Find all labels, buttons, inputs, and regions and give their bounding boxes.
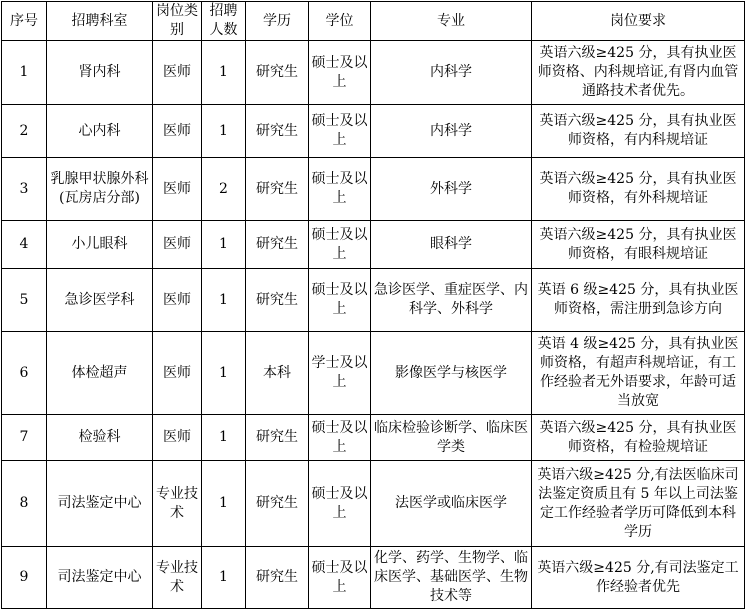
major-cell: 急诊医学、重症医学、内科学、外科学 (371, 269, 532, 332)
category-cell: 医师 (153, 221, 202, 269)
category-cell: 医师 (153, 41, 202, 105)
department-cell: 司法鉴定中心 (47, 461, 153, 547)
row-number: 3 (2, 158, 47, 221)
department-cell: 肾内科 (47, 41, 153, 105)
degree-cell: 硕士及以上 (309, 41, 371, 105)
education-cell: 研究生 (246, 105, 309, 158)
degree-cell: 硕士及以上 (309, 547, 371, 609)
row-number: 5 (2, 269, 47, 332)
table-row (2, 269, 745, 332)
degree-cell: 学士及以上 (309, 332, 371, 415)
count-cell: 2 (202, 158, 246, 221)
education-cell: 研究生 (246, 158, 309, 221)
table-row (2, 105, 745, 158)
degree-cell: 硕士及以上 (309, 221, 371, 269)
requirements-cell: 英语六级≥425 分，具有执业医师资格，有外科规培证 (532, 158, 745, 221)
header-degree: 学位 (309, 2, 371, 41)
category-cell: 医师 (153, 269, 202, 332)
table-row (2, 158, 745, 221)
degree-cell: 硕士及以上 (309, 158, 371, 221)
category-cell: 医师 (153, 105, 202, 158)
department-cell: 检验科 (47, 415, 153, 461)
header-no: 序号 (2, 2, 47, 41)
count-cell: 1 (202, 221, 246, 269)
count-cell: 1 (202, 547, 246, 609)
header-category: 岗位类别 (153, 2, 202, 41)
header-row (2, 2, 745, 41)
degree-cell: 硕士及以上 (309, 461, 371, 547)
header-requirements: 岗位要求 (532, 2, 745, 41)
header-major: 专业 (371, 2, 532, 41)
department-cell: 急诊医学科 (47, 269, 153, 332)
education-cell: 本科 (246, 332, 309, 415)
table-row (2, 461, 745, 547)
count-cell: 1 (202, 41, 246, 105)
table-row (2, 415, 745, 461)
row-number: 6 (2, 332, 47, 415)
requirements-cell: 英语六级≥425 分，具有执业医师资格，有眼科规培证 (532, 221, 745, 269)
header-dept: 招聘科室 (47, 2, 153, 41)
education-cell: 研究生 (246, 547, 309, 609)
header-count: 招聘人数 (202, 2, 246, 41)
degree-cell: 硕士及以上 (309, 105, 371, 158)
major-cell: 外科学 (371, 158, 532, 221)
requirements-cell: 英语六级≥425 分,有法医临床司法鉴定资质且有 5 年以上司法鉴定工作经验者学历可降低到本科学历 (532, 461, 745, 547)
major-cell: 眼科学 (371, 221, 532, 269)
department-cell: 司法鉴定中心 (47, 547, 153, 609)
degree-cell: 硕士及以上 (309, 269, 371, 332)
major-cell: 内科学 (371, 105, 532, 158)
count-cell: 1 (202, 269, 246, 332)
education-cell: 研究生 (246, 221, 309, 269)
table-row (2, 41, 745, 105)
education-cell: 研究生 (246, 41, 309, 105)
major-cell: 法医学或临床医学 (371, 461, 532, 547)
requirements-cell: 英语 4 级≥425 分，具有执业医师资格，有超声科规培证，有工作经验者无外语要求，年龄可适当放宽 (532, 332, 745, 415)
department-cell: 心内科 (47, 105, 153, 158)
category-cell: 专业技术 (153, 461, 202, 547)
requirements-cell: 英语六级≥425 分，具有执业医师资格，有内科规培证 (532, 105, 745, 158)
department-cell: 小儿眼科 (47, 221, 153, 269)
header-education: 学历 (246, 2, 309, 41)
requirements-cell: 英语六级≥425 分，具有执业医师资格，有检验规培证 (532, 415, 745, 461)
degree-cell: 硕士及以上 (309, 415, 371, 461)
education-cell: 研究生 (246, 415, 309, 461)
table-row (2, 547, 745, 609)
major-cell: 内科学 (371, 41, 532, 105)
recruitment-table (1, 1, 745, 609)
count-cell: 1 (202, 415, 246, 461)
education-cell: 研究生 (246, 269, 309, 332)
category-cell: 专业技术 (153, 547, 202, 609)
major-cell: 影像医学与核医学 (371, 332, 532, 415)
category-cell: 医师 (153, 158, 202, 221)
count-cell: 1 (202, 332, 246, 415)
department-cell: 体检超声 (47, 332, 153, 415)
count-cell: 1 (202, 461, 246, 547)
row-number: 2 (2, 105, 47, 158)
row-number: 4 (2, 221, 47, 269)
row-number: 9 (2, 547, 47, 609)
requirements-cell: 英语六级≥425 分,有司法鉴定工作经验者优先 (532, 547, 745, 609)
education-cell: 研究生 (246, 461, 309, 547)
requirements-cell: 英语六级≥425 分，具有执业医师资格、内科规培证,有肾内血管通路技术者优先。 (532, 41, 745, 105)
row-number: 7 (2, 415, 47, 461)
table-row (2, 332, 745, 415)
row-number: 8 (2, 461, 47, 547)
category-cell: 医师 (153, 415, 202, 461)
requirements-cell: 英语 6 级≥425 分，具有执业医师资格，需注册到急诊方向 (532, 269, 745, 332)
major-cell: 化学、药学、生物学、临床医学、基础医学、生物技术等 (371, 547, 532, 609)
major-cell: 临床检验诊断学、临床医学类 (371, 415, 532, 461)
category-cell: 医师 (153, 332, 202, 415)
row-number: 1 (2, 41, 47, 105)
count-cell: 1 (202, 105, 246, 158)
department-cell: 乳腺甲状腺外科(瓦房店分部) (47, 158, 153, 221)
table-row (2, 221, 745, 269)
